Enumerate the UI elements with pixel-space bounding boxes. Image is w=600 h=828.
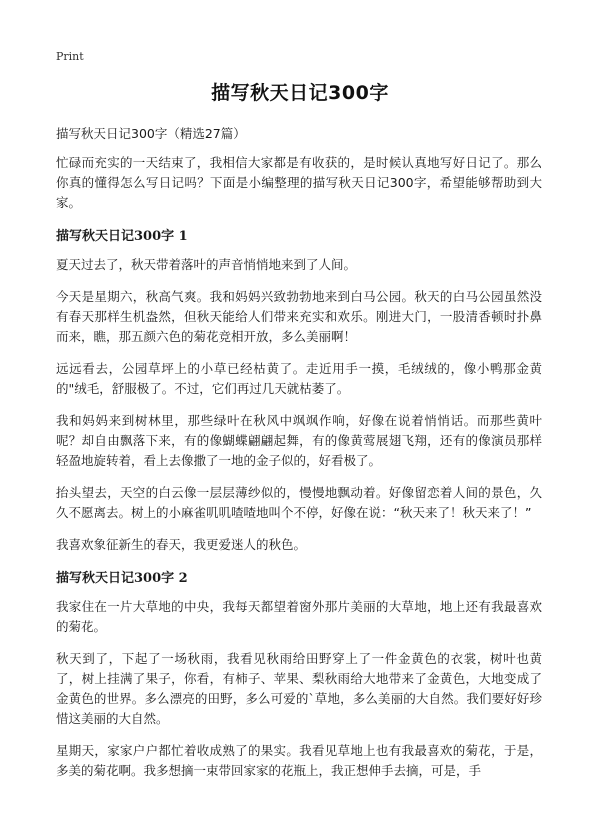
article-subtitle: 描写秋天日记300字（精选27篇）	[56, 126, 246, 141]
section-2-paragraph: 秋天到了，下起了一场秋雨，我看见秋雨给田野穿上了一件金黄色的衣裳，树叶也黄了，树上挂满了果子，你看，有柿子、苹果、梨秋雨给大地带来了金黄色，大地变成了金黄色的世界。多么漂亮的田野，多么可爱的`草地，多么美丽的大自然。我们要好好珍惜这美丽的大自然。	[56, 651, 542, 726]
section-1-paragraph: 抬头望去，天空的白云像一层层薄纱似的，慢慢地飘动着。好像留恋着人间的景色，久久不愿离去。树上的小麻雀叽叽喳喳地叫个不停，好像在说：“秋天来了！秋天来了！”	[56, 485, 542, 520]
section-1-paragraph: 夏天过去了，秋天带着落叶的声音悄悄地来到了人间。	[56, 257, 357, 272]
section-2-paragraph: 星期天，家家户户都忙着收成熟了的果实。我看见草地上也有我最喜欢的菊花，于是，多美的菊花啊。我多想摘一束带回家家的花瓶上，我正想伸手去摘，可是，手	[56, 743, 542, 778]
print-link[interactable]: Print	[56, 50, 84, 63]
section-2-paragraph: 我家住在一片大草地的中央，我每天都望着窗外那片美丽的大草地，地上还有我最喜欢的菊花。	[56, 599, 542, 634]
page-title: 描写秋天日记300字	[211, 82, 389, 104]
section-1-paragraph: 今天是星期六，秋高气爽。我和妈妈兴致勃勃地来到白马公园。秋天的白马公园虽然没有春天那样生机盎然，但秋天能给人们带来充实和欢乐。刚进大门，一股清香顿时扑鼻而来，瞧，那五颜六色的菊花竞相开放，多么美丽啊！	[56, 289, 542, 344]
section-1-paragraph: 我喜欢象征新生的春天，我更爱迷人的秋色。	[56, 537, 307, 552]
section-1-paragraph: 我和妈妈来到树林里，那些绿叶在秋风中飒飒作响，好像在说着悄悄话。而那些黄叶呢？却自由飘落下来，有的像蝴蝶翩翩起舞，有的像黄莺展翅飞翔，还有的像演员那样轻盈地旋转着，看上去像撒了一地的金子似的，好看极了。	[56, 413, 542, 468]
intro-paragraph: 忙碌而充实的一天结束了，我相信大家都是有收获的，是时候认真地写好日记了。那么你真的懂得怎么写日记吗？下面是小编整理的描写秋天日记300字，希望能够帮助到大家。	[56, 155, 542, 210]
section-1-paragraph: 远远看去，公园草坪上的小草已经枯黄了。走近用手一摸，毛绒绒的，像小鸭那金黄的"绒毛，舒服极了。不过，它们再过几天就枯萎了。	[56, 361, 542, 396]
article-body	[56, 124, 542, 793]
section-heading-1: 描写秋天日记300字 1	[56, 229, 188, 244]
section-heading-2: 描写秋天日记300字 2	[56, 571, 188, 586]
